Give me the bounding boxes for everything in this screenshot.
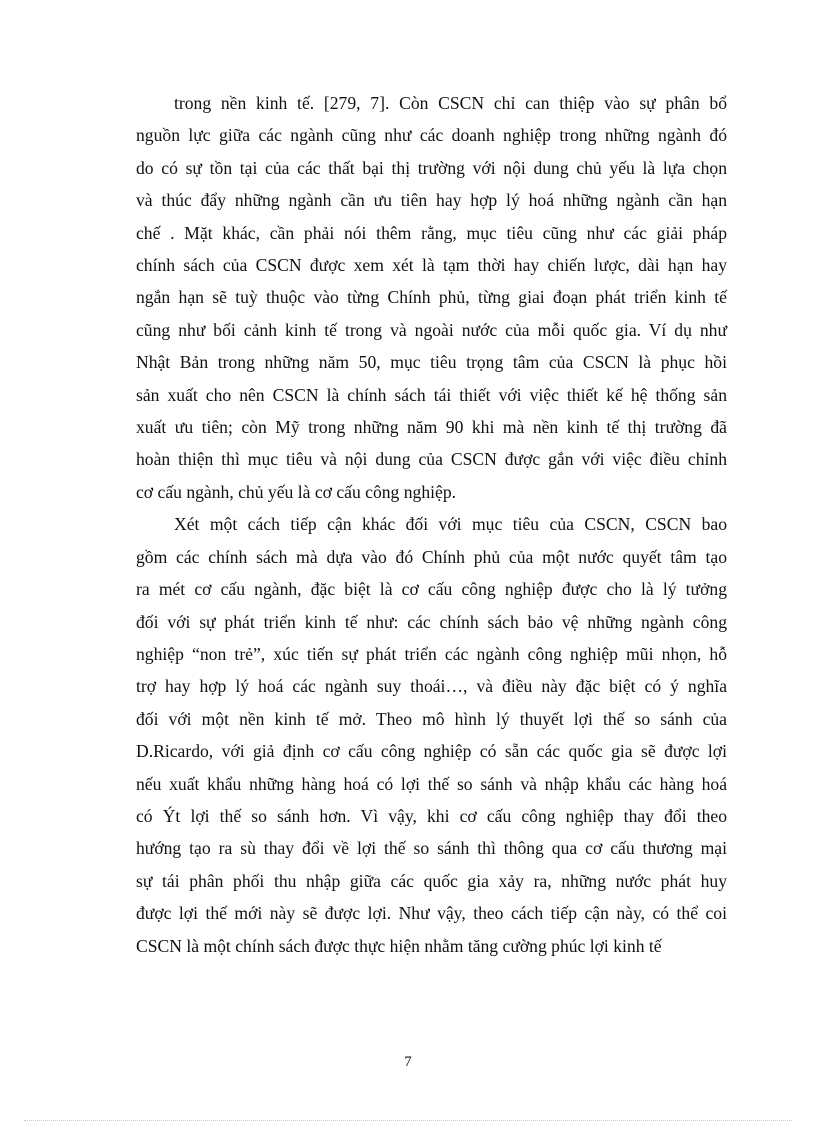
text-line: nguồn lực giữa các ngành cũng như các doanh nghiệp trong những ngành đó <box>136 125 727 146</box>
page-bottom-divider <box>24 1120 792 1121</box>
text-line: D.Ricardo, với giả định cơ cấu công nghiệp có sẵn các quốc gia sẽ được lợi <box>136 741 727 762</box>
text-line: nghiệp “non trẻ”, xúc tiến sự phát triển các ngành công nghiệp mũi nhọn, hỗ <box>136 643 727 664</box>
text-line: ngắn hạn sẽ tuỳ thuộc vào từng Chính phủ, từng giai đoạn phát triển kinh tế <box>136 287 727 308</box>
page-number: 7 <box>404 1054 412 1070</box>
text-line: CSCN là một chính sách được thực hiện nhằm tăng cường phúc lợi kinh tế <box>136 935 662 956</box>
text-line: gồm các chính sách mà dựa vào đó Chính phủ của một nước quyết tâm tạo <box>136 546 727 567</box>
text-line: có Ýt lợi thế so sánh hơn. Vì vậy, khi cơ cấu công nghiệp thay đổi theo <box>136 805 727 826</box>
text-line: sản xuất cho nên CSCN là chính sách tái thiết với việc thiết kế hệ thống sản <box>136 384 727 405</box>
text-line: chính sách của CSCN được xem xét là tạm thời hay chiến lược, dài hạn hay <box>136 255 727 276</box>
paragraph-2 <box>136 508 727 962</box>
text-line: do có sự tồn tại của các thất bại thị trường với nội dung chủ yếu là lựa chọn <box>136 157 727 178</box>
text-line: và thúc đẩy những ngành cần ưu tiên hay hợp lý hoá những ngành cần hạn <box>136 190 727 211</box>
text-line: đối với một nền kinh tế mở. Theo mô hình lý thuyết lợi thế so sánh của <box>136 708 727 729</box>
body-text <box>136 87 727 962</box>
text-line: đối với sự phát triển kinh tế như: các chính sách bảo vệ những ngành công <box>136 611 727 632</box>
text-line: Nhật Bản trong những năm 50, mục tiêu trọng tâm của CSCN là phục hồi <box>136 352 727 373</box>
paragraph-1 <box>136 87 727 508</box>
text-line: được lợi thế mới này sẽ được lợi. Như vậy, theo cách tiếp cận này, có thể coi <box>136 903 727 924</box>
text-line: nếu xuất khẩu những hàng hoá có lợi thế so sánh và nhập khẩu các hàng hoá <box>136 773 727 794</box>
text-line: hoàn thiện thì mục tiêu và nội dung của CSCN được gắn với việc điều chỉnh <box>136 449 727 470</box>
text-line: cũng như bối cảnh kinh tế trong và ngoài nước của mỗi quốc gia. Ví dụ như <box>136 319 727 340</box>
text-line: ra mét cơ cấu ngành, đặc biệt là cơ cấu công nghiệp được cho là lý tưởng <box>136 579 727 600</box>
text-line: sự tái phân phối thu nhập giữa các quốc gia xảy ra, những nước phát huy <box>136 870 727 891</box>
text-line: Xét một cách tiếp cận khác đối với mục tiêu của CSCN, CSCN bao <box>174 514 727 535</box>
text-line: chế . Mặt khác, cần phải nói thêm rằng, mục tiêu cũng như các giải pháp <box>136 222 727 243</box>
text-line: trợ hay hợp lý hoá các ngành suy thoái…, và điều này đặc biệt có ý nghĩa <box>136 676 727 697</box>
text-line: xuất ưu tiên; còn Mỹ trong những năm 90 khi mà nền kinh tế thị trường đã <box>136 417 727 438</box>
text-line: trong nền kinh tế. [279, 7]. Còn CSCN chỉ can thiệp vào sự phân bổ <box>174 93 727 113</box>
text-line: cơ cấu ngành, chủ yếu là cơ cấu công nghiệp. <box>136 481 457 502</box>
text-line: hướng tạo ra sù thay đổi về lợi thế so sánh thì thông qua cơ cấu thương mại <box>136 838 727 859</box>
